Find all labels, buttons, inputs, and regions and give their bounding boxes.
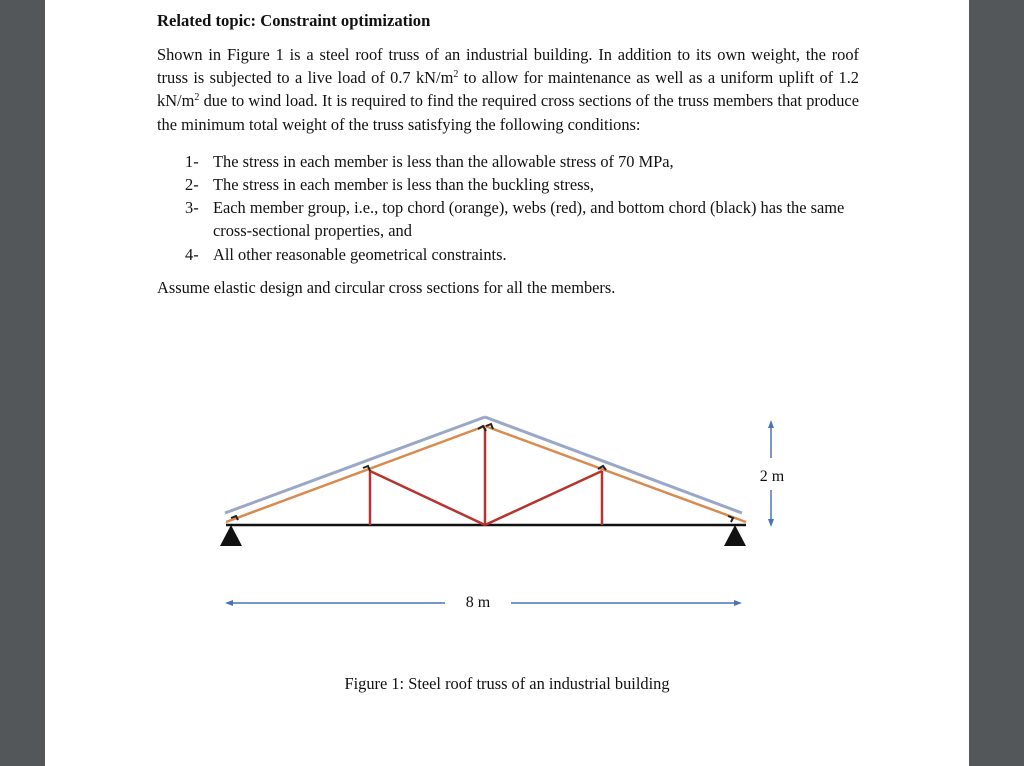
roof-sheeting-left [225, 417, 485, 513]
web-members [370, 428, 602, 525]
purlin-brackets [231, 424, 733, 522]
pin-support-left [220, 525, 242, 546]
span-arrowhead-left [225, 600, 233, 606]
superscript-2: 2 [194, 92, 200, 104]
height-label: 2 m [759, 468, 785, 485]
condition-number: 3- [185, 198, 199, 218]
intro-text-1: Shown in Figure 1 is a steel roof truss of an industrial building. In addition to its own weight, the roof truss is subjected to a live load of 0.7 kN/m [157, 45, 859, 88]
condition-number: 2- [185, 175, 199, 195]
height-arrowhead-bottom [768, 519, 774, 527]
intro-text-2: to allow for maintenance as well as a uniform uplift of 1.2 kN/m [157, 68, 859, 111]
span-arrowhead-right [734, 600, 742, 606]
truss-figure [45, 0, 969, 766]
web-diagonal-left [370, 471, 485, 525]
span-dimension [225, 594, 742, 611]
superscript-1: 2 [453, 69, 459, 81]
assumption-text: Assume elastic design and circular cross sections for all the members. [157, 277, 616, 297]
condition-text: Each member group, i.e., top chord (orange), webs (red), and bottom chord (black) has the same cross-sectional properties, and [213, 198, 845, 241]
pin-support-right [724, 525, 746, 546]
condition-text: The stress in each member is less than the buckling stress, [213, 175, 594, 195]
height-dimension [760, 420, 785, 527]
section-heading: Related topic: Constraint optimization [157, 11, 431, 30]
web-diagonal-right [485, 471, 602, 525]
roof-sheeting-right [485, 417, 742, 513]
condition-number: 4- [185, 244, 199, 264]
height-arrowhead-top [768, 420, 774, 428]
purlin-bracket [728, 516, 733, 522]
condition-text: All other reasonable geometrical constraints. [213, 244, 507, 264]
condition-number: 1- [185, 151, 199, 171]
condition-text: The stress in each member is less than the allowable stress of 70 MPa, [213, 151, 674, 171]
intro-text-3: due to wind load. It is required to find the required cross sections of the truss members that produce the minimum total weight of the truss satisfying the following conditions: [157, 91, 859, 134]
figure-caption: Figure 1: Steel roof truss of an industrial building [344, 674, 670, 693]
document-page [45, 0, 969, 766]
roof-sheeting [225, 417, 742, 513]
span-label: 8 m [465, 594, 491, 611]
